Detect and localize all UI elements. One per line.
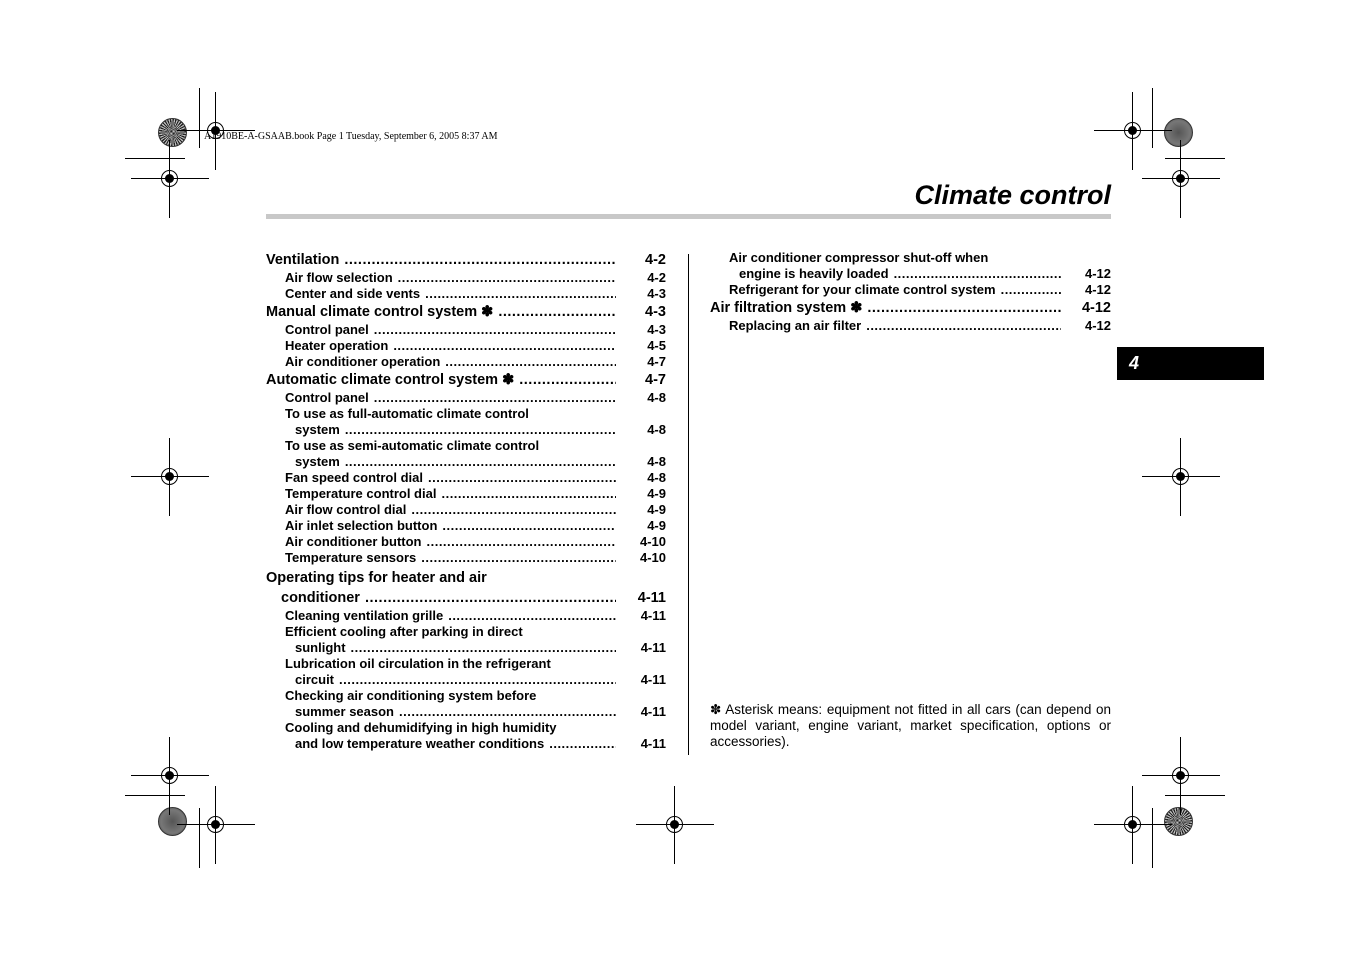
- asterisk-footnote: ✽ Asterisk means: equipment not fitted in all cars (can depend on model variant, engine variant, market specification, options or accessories).: [710, 702, 1111, 749]
- toc-entry-manual-control-panel[interactable]: Control panel ..... 4-3: [266, 322, 666, 338]
- toc-entry-temp-sensors[interactable]: Temperature sensors ..... 4-10: [266, 550, 666, 566]
- crop-mark: [1165, 795, 1225, 796]
- title-rule: [266, 214, 1111, 219]
- toc-entry-semi-auto-line1[interactable]: To use as semi-automatic climate control: [285, 438, 540, 453]
- toc-entry-heater-operation[interactable]: Heater operation ..... 4-5: [266, 338, 666, 354]
- toc-entry-air-flow-dial[interactable]: Air flow control dial ..... 4-9: [266, 502, 666, 518]
- crop-mark: [1152, 88, 1153, 148]
- toc-entry-center-side-vents[interactable]: Center and side vents ..... 4-3: [266, 286, 666, 302]
- toc-entry-tips-line1[interactable]: Operating tips for heater and air: [266, 570, 487, 586]
- toc-entry-cooling-dehumidifying[interactable]: and low temperature weather conditions ..... 4-11: [266, 736, 666, 752]
- toc-entry-checking-ac[interactable]: summer season ..... 4-11: [266, 704, 666, 720]
- crop-mark: [125, 158, 185, 159]
- toc-entry-semi-auto[interactable]: system ..... 4-8: [266, 454, 666, 470]
- toc-entry-ac-operation[interactable]: Air conditioner operation ..... 4-7: [266, 354, 666, 370]
- crosshair-mark: [177, 786, 255, 864]
- toc-right-column: [710, 250, 1111, 334]
- toc-entry-checking-line1[interactable]: Checking air conditioning system before: [285, 688, 537, 703]
- toc-entry-air-inlet[interactable]: Air inlet selection button ..... 4-9: [266, 518, 666, 534]
- crop-mark: [125, 795, 185, 796]
- column-divider: [688, 254, 689, 755]
- crop-mark: [199, 808, 200, 868]
- toc-entry-fan-speed[interactable]: Fan speed control dial ..... 4-8: [266, 470, 666, 486]
- chapter-title: Climate control: [914, 180, 1111, 210]
- toc-entry-efficient-line1[interactable]: Efficient cooling after parking in direct: [285, 624, 523, 639]
- toc-entry-cleaning-grille[interactable]: Cleaning ventilation grille ..... 4-11: [266, 608, 666, 624]
- toc-entry-temperature-dial[interactable]: Temperature control dial ..... 4-9: [266, 486, 666, 502]
- crosshair-mark: [131, 438, 209, 516]
- crop-mark: [1152, 808, 1153, 868]
- toc-entry-full-auto[interactable]: system ..... 4-8: [266, 422, 666, 438]
- toc-entry-ventilation[interactable]: Ventilation ..... 4-2: [266, 250, 666, 270]
- toc-entry-air-flow-selection[interactable]: Air flow selection ..... 4-2: [266, 270, 666, 286]
- toc-entry-manual-climate[interactable]: Manual climate control system ✽ ..... 4-3: [266, 302, 666, 322]
- chapter-tab[interactable]: [1117, 347, 1264, 380]
- crosshair-mark: [1142, 140, 1220, 218]
- crosshair-mark: [636, 786, 714, 864]
- toc-entry-replacing-filter[interactable]: Replacing an air filter ..... 4-12: [710, 318, 1111, 334]
- toc-entry-cooling-line1[interactable]: Cooling and dehumidifying in high humidity: [285, 720, 557, 735]
- toc-entry-auto-control-panel[interactable]: Control panel ..... 4-8: [266, 390, 666, 406]
- toc-entry-full-auto-line1[interactable]: To use as full-automatic climate control: [285, 406, 529, 421]
- crosshair-mark: [1142, 438, 1220, 516]
- toc-entry-compressor-line1[interactable]: Air conditioner compressor shut-off when: [729, 250, 989, 265]
- toc-entry-refrigerant[interactable]: Refrigerant for your climate control system ..... 4-12: [710, 282, 1111, 298]
- print-header: A1910BE-A-GSAAB.book Page 1 Tuesday, September 6, 2005 8:37 AM: [204, 131, 498, 142]
- toc-entry-operating-tips[interactable]: conditioner ..... 4-11: [266, 588, 666, 608]
- crop-mark: [1165, 158, 1225, 159]
- toc-entry-lubrication-line1[interactable]: Lubrication oil circulation in the refrigerant: [285, 656, 551, 671]
- toc-entry-compressor-shutoff[interactable]: engine is heavily loaded ..... 4-12: [710, 266, 1111, 282]
- toc-entry-air-filtration[interactable]: Air filtration system ✽ ..... 4-12: [710, 298, 1111, 318]
- toc-entry-auto-climate[interactable]: Automatic climate control system ✽ ..... 4-7: [266, 370, 666, 390]
- toc-entry-ac-button[interactable]: Air conditioner button ..... 4-10: [266, 534, 666, 550]
- crosshair-mark: [131, 140, 209, 218]
- toc-entry-lubrication[interactable]: circuit ..... 4-11: [266, 672, 666, 688]
- crosshair-mark: [1094, 786, 1172, 864]
- toc-entry-efficient-cooling[interactable]: sunlight ..... 4-11: [266, 640, 666, 656]
- crop-mark: [199, 88, 200, 148]
- chapter-tab-number: 4: [1129, 353, 1140, 373]
- toc-left-column: [266, 250, 666, 752]
